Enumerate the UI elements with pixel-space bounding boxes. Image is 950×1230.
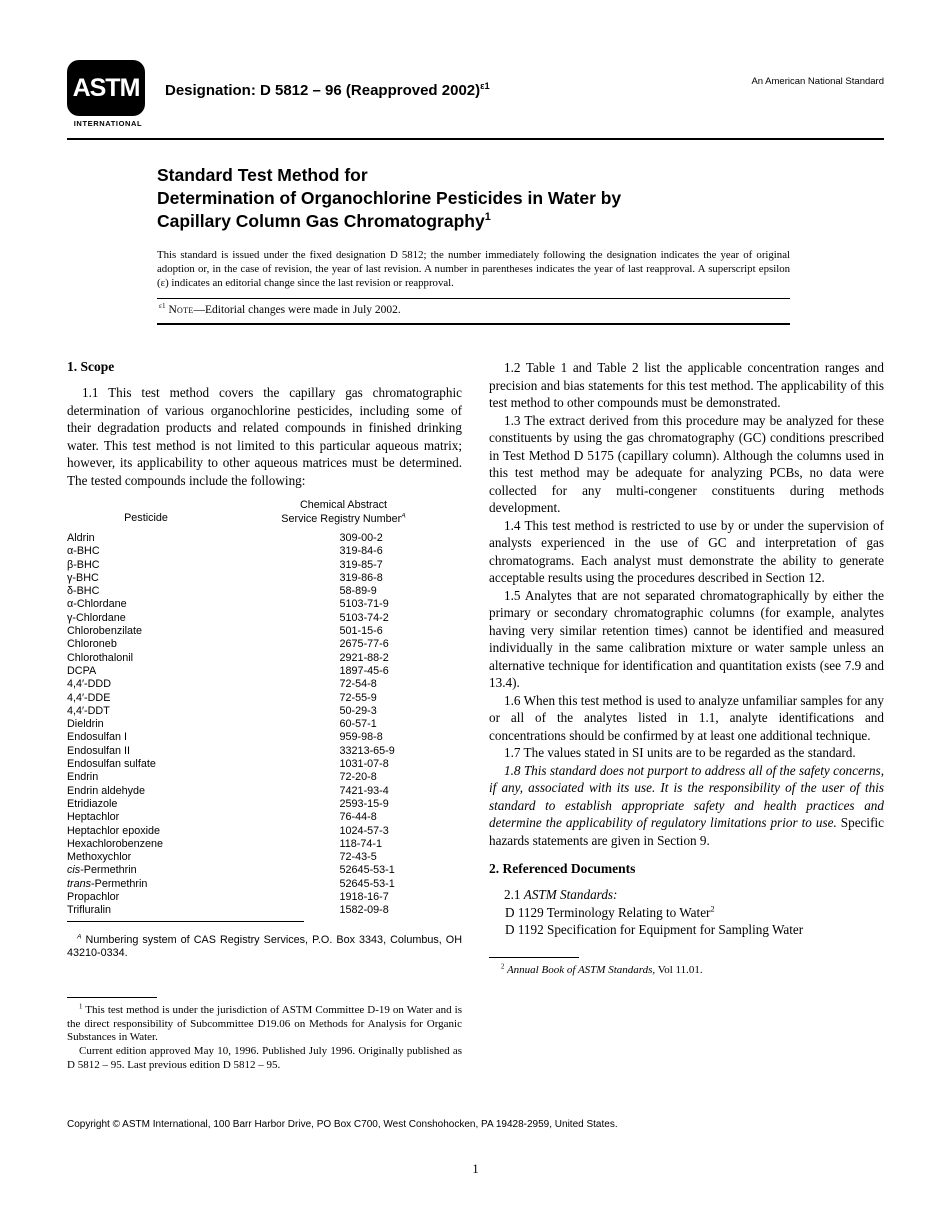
note-epsilon-sup: ε1 [159,302,166,311]
pesticide-row [67,718,462,731]
paragraph-1-5: 1.5 Analytes that are not separated chromatographically by either the primary or secondary chromatographic columns (for example, analytes having very similar retention times) cannot be identified and measured individually in the same calibration mixture or water sample unless an alternative technique for identification and quantitation exists (see 7.9 and 13.4). [489,587,884,691]
pesticide-row [67,731,462,744]
paragraph-1-1: 1.1 This test method covers the capillary gas chromatographic determination of various organochlorine pesticides, including some of their degradation products and related compounds in finished drinking water. This test method is not limited to this particular aqueous matrix; however, its applicability to other aqueous matrices must be determined. The tested compounds include the following: [67,385,462,488]
pesticide-table-rows [67,532,462,918]
pesticide-name: DCPA [67,664,97,677]
footnote-separator-right [489,957,579,958]
pesticide-cas-number: 60-57-1 [339,718,377,731]
pesticide-row [67,758,462,771]
right-column [489,359,884,1072]
pesticide-name: δ-BHC [67,585,100,598]
pesticide-cas-number: 118-74-1 [339,837,382,850]
pesticide-row [67,904,462,917]
paragraph-1-2: 1.2 Table 1 and Table 2 list the applicable concentration ranges and precision and bias statements for this test method. The applicability of this test method to other compounds must be demonstrated. [489,360,884,411]
pesticide-cas-number: 319-86-8 [339,571,383,584]
pesticide-cas-number: 309-00-2 [339,531,383,544]
pesticide-row [67,745,462,758]
editorial-note-block [157,298,790,325]
astm-standards-label: ASTM Standards: [523,887,618,903]
pesticide-cas-number: 52645-53-1 [339,864,395,877]
footnote-2-text: $^2$ Annual Book of ASTM Standards, Vol 11.01. [501,963,703,976]
pesticide-cas-number: 1031-07-8 [339,758,389,771]
reference-d1129: D 1129 Terminology Relating to Water$^2$ [505,904,715,920]
copyright-line: Copyright © ASTM International, 100 Barr Harbor Drive, PO Box C700, West Conshohocken, PA 19428-2959, United States. [67,1118,618,1130]
body-columns [67,359,884,1072]
issuance-paragraph: This standard is issued under the fixed designation D 5812; the number immediately following the designation indicates the year of original adoption or, in the case of revision, the year of last revision. A number in parentheses indicates the year of last reapproval. A superscript epsilon (ε) indicates an editorial change since the last revision or reapproval. [157,249,790,289]
footnote-a-text: Numbering system of CAS Registry Services, P.O. Box 3343, Columbus, OH 43210-0334. [67,933,462,960]
pesticide-cas-number: 52645-53-1 [339,877,395,890]
pesticide-cas-number: 50-29-3 [339,704,377,717]
designation-line [165,82,490,99]
pesticide-cas-number: 2921-88-2 [339,651,389,664]
footnote-2-sup: 2 [501,963,505,971]
pesticide-cas-number: 501-15-6 [339,625,383,638]
pesticide-cas-number: 1024-57-3 [339,824,389,837]
pesticide-row [67,638,462,651]
column-header-pesticide: Pesticide [124,511,168,524]
pesticide-row [67,545,462,558]
pesticide-name: Aldrin [67,531,95,544]
table-bottom-rule [67,921,304,922]
pesticide-row [67,825,462,838]
pesticide-cas-number: 72-54-8 [339,678,377,691]
pesticide-name: Endosulfan II [67,744,131,757]
pesticide-name: γ-Chlordane [67,611,126,624]
paragraph-1-8 [489,762,884,850]
footnote-separator-left [67,997,157,998]
note-text: —Editorial changes were made in July 2002. [193,304,401,317]
astm-logo [67,60,149,128]
pesticide-row [67,864,462,877]
pesticide-cas-number: 72-20-8 [339,771,377,784]
cas-header-footnote-sup: A [401,512,406,520]
pesticide-row [67,771,462,784]
document-header [67,0,884,140]
pesticide-cas-number: 2675-77-6 [339,638,389,651]
pesticide-row [67,692,462,705]
cas-header-line-1: Chemical Abstract [299,499,387,512]
section-2-heading: 2. Referenced Documents [489,861,636,877]
pesticide-name: γ-BHC [67,571,99,584]
pesticide-row [67,811,462,824]
pesticide-row [67,798,462,811]
pesticide-row [67,598,462,611]
pesticide-cas-number: 72-43-5 [339,851,377,864]
title-line-2: Determination of Organochlorine Pesticides in Water by [157,188,622,208]
pesticide-cas-number: 72-55-9 [339,691,377,704]
pesticide-name: Heptachlor epoxide [67,824,161,837]
pesticide-cas-number: 1918-16-7 [339,891,389,903]
pesticide-name: Endosulfan sulfate [67,758,156,771]
reference-list [489,904,884,939]
paragraph-1-3: 1.3 The extract derived from this procedure may be analyzed for these constituents by using the gas chromatography (GC) conditions prescribed in Test Method D 5175 (capillary column). Although the columns used in this test method may be adequate for analyzing PCBs, no data were collected for any multi-congener constituents during methods development. [489,412,884,516]
pesticide-cas-number: 2593-15-9 [339,797,389,810]
footnote-1-paragraph-1: $^1$ This test method is under the jurisdiction of ASTM Committee D-19 on Water and is the direct responsibility of Subcommittee D19.06 on Methods for Analysis for Organic Substances in Water. [67,1003,462,1044]
column-header-cas [225,499,462,526]
pesticide-name: Endosulfan I [67,731,128,744]
pesticide-name: Chloroneb [67,638,117,651]
pesticide-row [67,625,462,638]
pesticide-cas-number: 1897-45-6 [339,664,389,677]
footnote-a-sup: A [77,933,82,940]
pesticide-cas-number: 319-84-6 [339,545,383,558]
pesticide-table [67,499,462,921]
footnote-1 [67,1004,462,1073]
title-line-3 [157,210,790,233]
title-footnote-sup: 1 [484,211,491,224]
title-line-3-text: Capillary Column Gas Chromatography [157,211,485,231]
pesticide-name: Hexachlorobenzene [67,837,164,850]
pesticide-name: cis-Permethrin [67,864,137,877]
pesticide-row [67,705,462,718]
pesticide-name: β-BHC [67,558,100,571]
pesticide-name: Propachlor [67,891,120,903]
national-standard-label: An American National Standard [751,76,884,87]
pesticide-name: Endrin aldehyde [67,784,146,797]
pesticide-cas-number: 76-44-8 [339,811,377,824]
paragraph-2-1: 2.1 ASTM Standards: [504,887,618,903]
pesticide-name: 4,4′-DDD [67,678,112,691]
pesticide-row [67,559,462,572]
astm-logo-text: ASTM [72,73,140,102]
pesticide-cas-number: 319-85-7 [339,558,383,571]
reference-d1192: D 1192 Specification for Equipment for Sampling Water [505,922,804,938]
footnote-1-sup: 1 [79,1003,83,1011]
pesticide-cas-number: 33213-65-9 [339,744,395,757]
pesticide-row [67,652,462,665]
pesticide-name: Chlorobenzilate [67,625,143,638]
pesticide-cas-number: 5103-74-2 [339,611,389,624]
designation-text: Designation: D 5812 – 96 (Reapproved 2002) [165,82,481,99]
pesticide-row [67,612,462,625]
pesticide-name: Dieldrin [67,718,104,731]
pesticide-name: Endrin [67,771,99,784]
reference-d1129-sup: 2 [710,904,715,914]
pesticide-row [67,851,462,864]
pesticide-cas-number: 959-98-8 [339,731,383,744]
pesticide-name: Trifluralin [67,904,111,917]
pesticide-row [67,678,462,691]
pesticide-cas-number: 58-89-9 [339,585,377,598]
pesticide-cas-number: 5103-71-9 [339,598,389,611]
pesticide-name: trans-Permethrin [67,877,148,890]
section-1-heading: 1. Scope [67,359,115,375]
pesticide-name: Methoxychlor [67,851,132,864]
cas-header-line-2: Service Registry Number$^A$ [281,512,406,525]
astm-logo-international: INTERNATIONAL [73,119,143,128]
pesticide-row [67,532,462,545]
pesticide-row [67,891,462,904]
pesticide-name: Heptachlor [67,811,120,824]
pesticide-name: α-BHC [67,545,100,558]
title-line-1: Standard Test Method for [157,165,368,185]
document-title [157,164,790,233]
page-number: 1 [472,1161,479,1176]
pesticide-name: Etridiazole [67,797,118,810]
pesticide-name: 4,4′-DDE [67,691,111,704]
pesticide-name: 4,4′-DDT [67,704,110,717]
pesticide-cas-number: 1582-09-8 [339,904,389,917]
pesticide-row [67,585,462,598]
safety-statement-roman: Specific hazards statements are given in Section 9. [489,815,884,848]
left-column [67,359,462,1072]
note-label: Note [168,304,194,317]
pesticide-row [67,878,462,891]
pesticide-name: Chlorothalonil [67,651,134,664]
editorial-note [157,299,790,323]
paragraph-1-7: 1.7 The values stated in SI units are to be regarded as the standard. [504,745,856,761]
pesticide-cas-number: 7421-93-4 [339,784,389,797]
paragraph-1-4: 1.4 This test method is restricted to use by or under the supervision of analysts experienced in the use of GC and interpretation of gas chromatograms. Each analyst must demonstrate the ability to generate acceptable results using the procedures described in Section 12. [489,517,884,586]
pesticide-row [67,785,462,798]
pesticide-row [67,665,462,678]
safety-statement-italic: 1.8 This standard does not purport to address all of the safety concerns, if any, associated with its use. It is the responsibility of the user of this standard to establish appropriate safety and health practices and determine the applicability of regulatory limitations prior to use. [489,762,884,831]
pesticide-name: α-Chlordane [67,598,127,611]
astm-logo-mark [67,60,145,116]
designation-epsilon-sup: ε1 [480,81,490,91]
table-footnote-a [67,934,462,961]
paragraph-1-6: 1.6 When this test method is used to analyze unfamiliar samples for any or all of the analytes listed in 1.1, analyte identifications and concentrations should be confirmed by at least one additional technique. [489,692,884,743]
footnote-1-paragraph-2: Current edition approved May 10, 1996. Published July 1996. Originally published as D 5812 – 95. Last previous edition D 5812 – 95. [67,1045,462,1071]
pesticide-row [67,838,462,851]
footnote-2 [489,964,884,978]
pesticide-table-header [67,499,462,526]
pesticide-row [67,572,462,585]
note-rule-bottom [157,323,790,325]
